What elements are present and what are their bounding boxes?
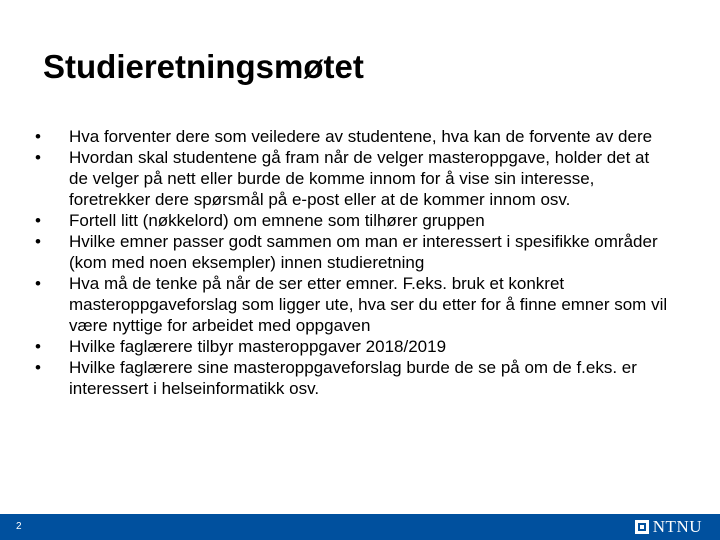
slide-title: Studieretningsmøtet (43, 48, 364, 85)
bullet-text: Fortell litt (nøkkelord) om emnene som tilhører gruppen (69, 211, 485, 230)
bullet-marker: • (35, 232, 41, 251)
bullet-text: Hvilke faglærere tilbyr masteroppgaver 2018/2019 (69, 337, 447, 356)
bullet-marker: • (35, 148, 41, 167)
bullet-marker: • (35, 127, 41, 146)
bullet-text: Hvilke faglærere sine masteroppgaveforslag burde de se på om de f.eks. er interessert i helseinformatikk osv. (69, 358, 637, 398)
bullet-text: Hva forventer dere som veiledere av studentene, hva kan de forvente av dere (69, 127, 653, 146)
bullet-marker: • (35, 337, 41, 356)
bullet-item (28, 231, 668, 273)
bullet-item (28, 126, 668, 147)
bullet-list (28, 126, 668, 399)
page-number: 2 (16, 521, 22, 532)
ntnu-logo-mark-icon (635, 520, 649, 534)
ntnu-logo (635, 518, 702, 536)
bullet-item (28, 273, 668, 336)
ntnu-logo-text: NTNU (652, 517, 702, 536)
bullet-item (28, 210, 668, 231)
footer-bar (0, 514, 720, 540)
bullet-text: Hvordan skal studentene gå fram når de velger masteroppgave, holder det at de velger på nett eller burde de komme innom for å vise sin interesse, foretrekker dere spørsmål på e-post eller at de kommer innom osv. (69, 148, 650, 209)
bullet-text: Hvilke emner passer godt sammen om man er interessert i spesifikke områder (kom med noen eksempler) innen studieretning (69, 232, 658, 272)
bullet-item (28, 357, 668, 399)
bullet-marker: • (35, 211, 41, 230)
bullet-item (28, 147, 668, 210)
bullet-item (28, 336, 668, 357)
bullet-marker: • (35, 358, 41, 377)
bullet-marker: • (35, 274, 41, 293)
bullet-text: Hva må de tenke på når de ser etter emner. F.eks. bruk et konkret masteroppgaveforslag som ligger ute, hva ser du etter for å finne emner som vil være nyttige for arbeidet med oppgaven (69, 274, 668, 335)
